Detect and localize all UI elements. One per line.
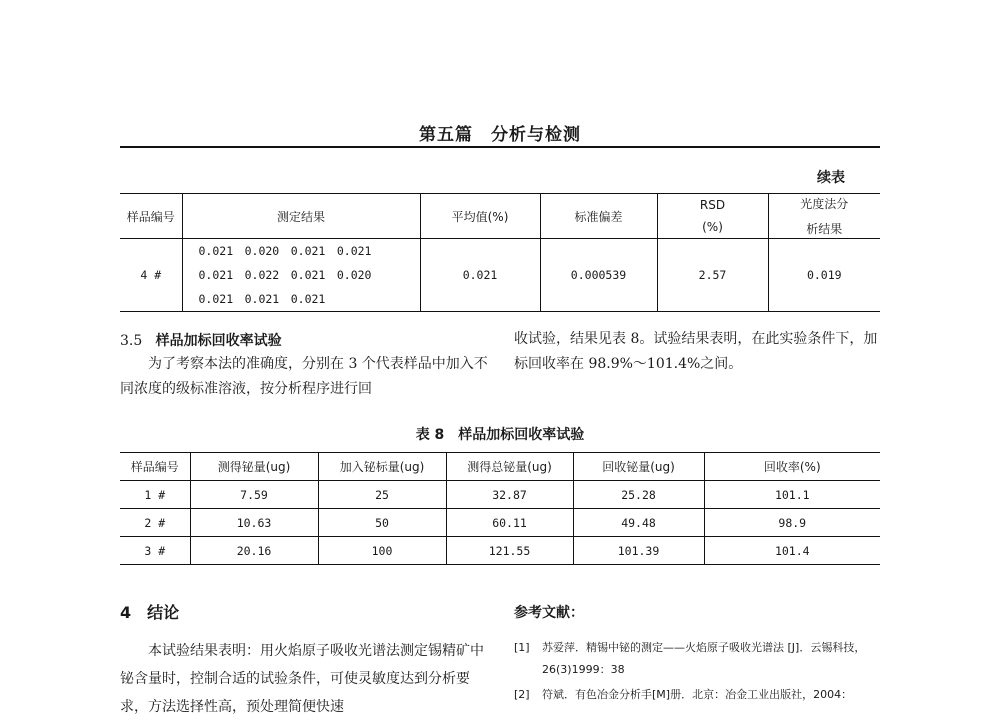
table-header-row	[120, 194, 880, 239]
table8-header: 样品编号	[120, 453, 190, 481]
table8-header: 回收铋量(ug)	[573, 453, 704, 481]
header-rule	[120, 146, 880, 148]
cell-mean: 0.021	[420, 239, 540, 312]
reference-number: [1]	[514, 641, 530, 654]
table8-header: 加入铋标量(ug)	[318, 453, 446, 481]
page-header-title: 第五篇 分析与检测	[419, 125, 581, 145]
reference-text: 苏爱萍．精锡中铋的测定——火焰原子吸收光谱法 [J]．云锡科技，26(3)1999：38	[542, 641, 866, 676]
table-cell: 60.11	[446, 509, 573, 537]
header-photo-line2: 析结果	[806, 222, 843, 236]
reference-number: [2]	[514, 688, 530, 701]
table-cell: 25.28	[573, 481, 704, 509]
table-cell: 101.1	[704, 481, 880, 509]
continued-label: 续表	[817, 170, 845, 186]
section-3-5-heading	[120, 330, 282, 350]
table8-caption: 表 8 样品加标回收率试验	[415, 427, 585, 443]
references-title: 参考文献：	[514, 605, 584, 621]
table-cell: 2 #	[120, 509, 190, 537]
results-line: 0.021 0.020 0.021 0.021	[198, 244, 372, 258]
table-row	[120, 537, 880, 565]
table-cell: 1 #	[120, 481, 190, 509]
table-row	[120, 509, 880, 537]
header-photo-line1: 光度法分	[800, 197, 849, 211]
table8	[120, 452, 880, 565]
table-cell: 101.39	[573, 537, 704, 565]
table-cell: 10.63	[190, 509, 318, 537]
section-3-5-para-left: 为了考察本法的准确度，分别在 3 个代表样品中加入不同浓度的级标准溶液，按分析程序进行回	[120, 356, 488, 397]
table-cell: 20.16	[190, 537, 318, 565]
table8-header: 测得铋量(ug)	[190, 453, 318, 481]
section-number: 3.5	[120, 333, 143, 349]
table-row	[120, 239, 880, 312]
section-4-heading: 4 结论	[120, 603, 180, 622]
table8-header: 回收率(%)	[704, 453, 880, 481]
reference-item	[514, 637, 884, 681]
header-rsd-line2: (%)	[702, 220, 723, 234]
table-cell: 25	[318, 481, 446, 509]
header-mean: 平均值(%)	[420, 194, 540, 239]
results-line: 0.021 0.022 0.021 0.020	[198, 268, 372, 282]
header-rsd-line1: RSD	[699, 198, 726, 212]
table-cell: 100	[318, 537, 446, 565]
table-row	[120, 481, 880, 509]
cell-sample: 4 #	[120, 239, 182, 312]
table-cell: 121.55	[446, 537, 573, 565]
conclusion-paragraph: 本试验结果表明：用火焰原子吸收光谱法测定锡精矿中铋含量时，控制合适的试验条件，可使灵敏度达到分析要求，方法选择性高，预处理简便快速	[120, 643, 484, 715]
header-results: 测定结果	[182, 194, 420, 239]
cell-std: 0.000539	[540, 239, 657, 312]
header-sample: 样品编号	[120, 194, 182, 239]
table8-header: 测得总铋量(ug)	[446, 453, 573, 481]
table-cell: 3 #	[120, 537, 190, 565]
reference-text: 符斌．有色冶金分析手[M]册．北京：冶金工业出版社，2004：	[542, 688, 853, 701]
cell-rsd: 2.57	[657, 239, 768, 312]
table-cell: 101.4	[704, 537, 880, 565]
results-line: 0.021 0.021 0.021	[198, 292, 326, 306]
table8-header-row	[120, 453, 880, 481]
table-cell: 7.59	[190, 481, 318, 509]
cell-results	[182, 239, 420, 312]
table-cell: 50	[318, 509, 446, 537]
table-cell: 98.9	[704, 509, 880, 537]
table-cell: 32.87	[446, 481, 573, 509]
header-std: 标准偏差	[540, 194, 657, 239]
table-cell: 49.48	[573, 509, 704, 537]
section-3-5-para-right: 收试验，结果见表 8。试验结果表明，在此实验条件下，加标回收率在 98.9%～101.4%之间。	[514, 331, 878, 372]
section-title: 样品加标回收率试验	[155, 333, 282, 349]
continued-table	[120, 193, 880, 312]
cell-photometric: 0.019	[768, 239, 880, 312]
header-rsd	[657, 194, 768, 239]
header-photometric	[768, 194, 880, 239]
